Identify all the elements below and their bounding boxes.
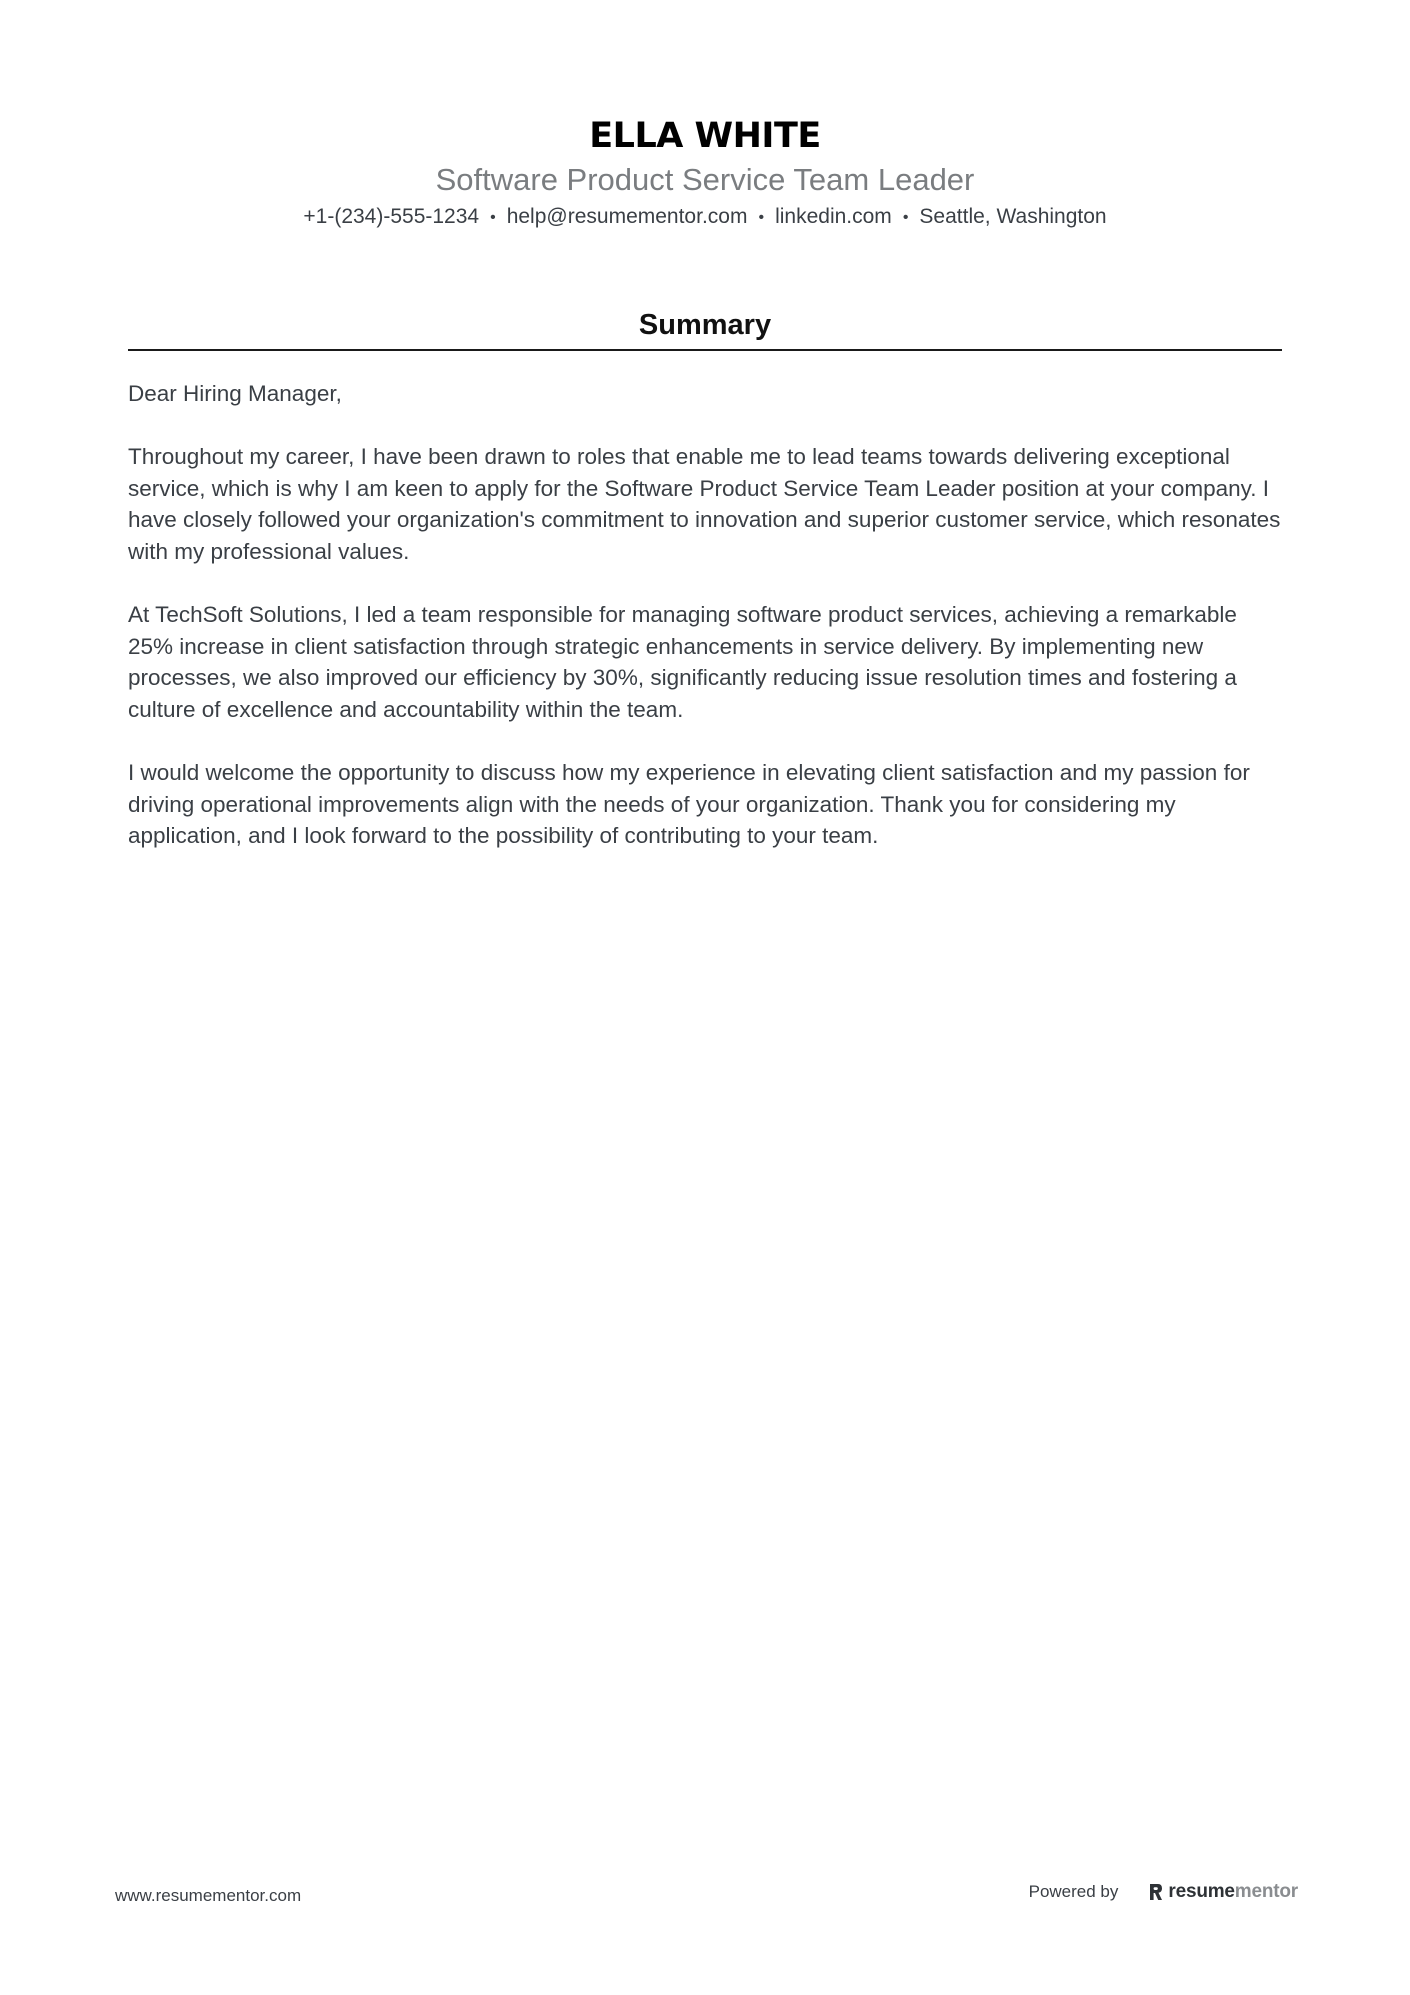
- brand-name-light: mentor: [1234, 1881, 1298, 1902]
- candidate-name: ELLA WHITE: [589, 116, 821, 156]
- contact-linkedin[interactable]: linkedin.com: [775, 205, 892, 228]
- footer-branding: [1029, 1880, 1298, 1904]
- contact-line: [0, 202, 1410, 233]
- resumementor-logo-icon: [1148, 1882, 1164, 1902]
- letter-greeting: Dear Hiring Manager,: [128, 381, 342, 406]
- contact-separator: •: [902, 209, 909, 226]
- cover-letter-body: [128, 378, 1288, 884]
- brand-name-strong: resume: [1168, 1881, 1235, 1902]
- powered-by-label: Powered by: [1028, 1882, 1119, 1901]
- contact-phone: +1-(234)-555-1234: [303, 205, 480, 228]
- letter-paragraph-1: Throughout my career, I have been drawn to roles that enable me to lead teams towards delivering exceptional service, which is why I am keen to apply for the Software Product Service Team Leader position at your company. I have closely followed your organization's commitment to innovation and superior customer service, which resonates with my professional values.: [128, 444, 1281, 564]
- contact-email[interactable]: help@resumementor.com: [506, 205, 748, 228]
- brand-logo[interactable]: [1148, 1881, 1298, 1903]
- letter-paragraph-2: At TechSoft Solutions, I led a team responsible for managing software product services, achieving a remarkable 25% increase in client satisfaction through strategic enhancements in service delivery. By implementing new processes, we also improved our efficiency by 30%, significantly reducing issue resolution times and fostering a culture of excellence and accountability within the team.: [128, 602, 1237, 722]
- section-title-summary: Summary: [638, 309, 772, 341]
- job-title: Software Product Service Team Leader: [435, 162, 975, 197]
- resume-header: [0, 112, 1410, 233]
- contact-location: Seattle, Washington: [919, 205, 1107, 228]
- contact-separator: •: [490, 209, 496, 226]
- footer-website-link[interactable]: www.resumementor.com: [115, 1886, 302, 1905]
- letter-paragraph-3: I would welcome the opportunity to discuss how my experience in elevating client satisfaction and my passion for driving operational improvements align with the needs of your organization. Thank you for considering my application, and I look forward to the possibility of contributing to your team.: [128, 760, 1250, 849]
- section-divider: [128, 349, 1282, 351]
- contact-separator: •: [758, 209, 765, 226]
